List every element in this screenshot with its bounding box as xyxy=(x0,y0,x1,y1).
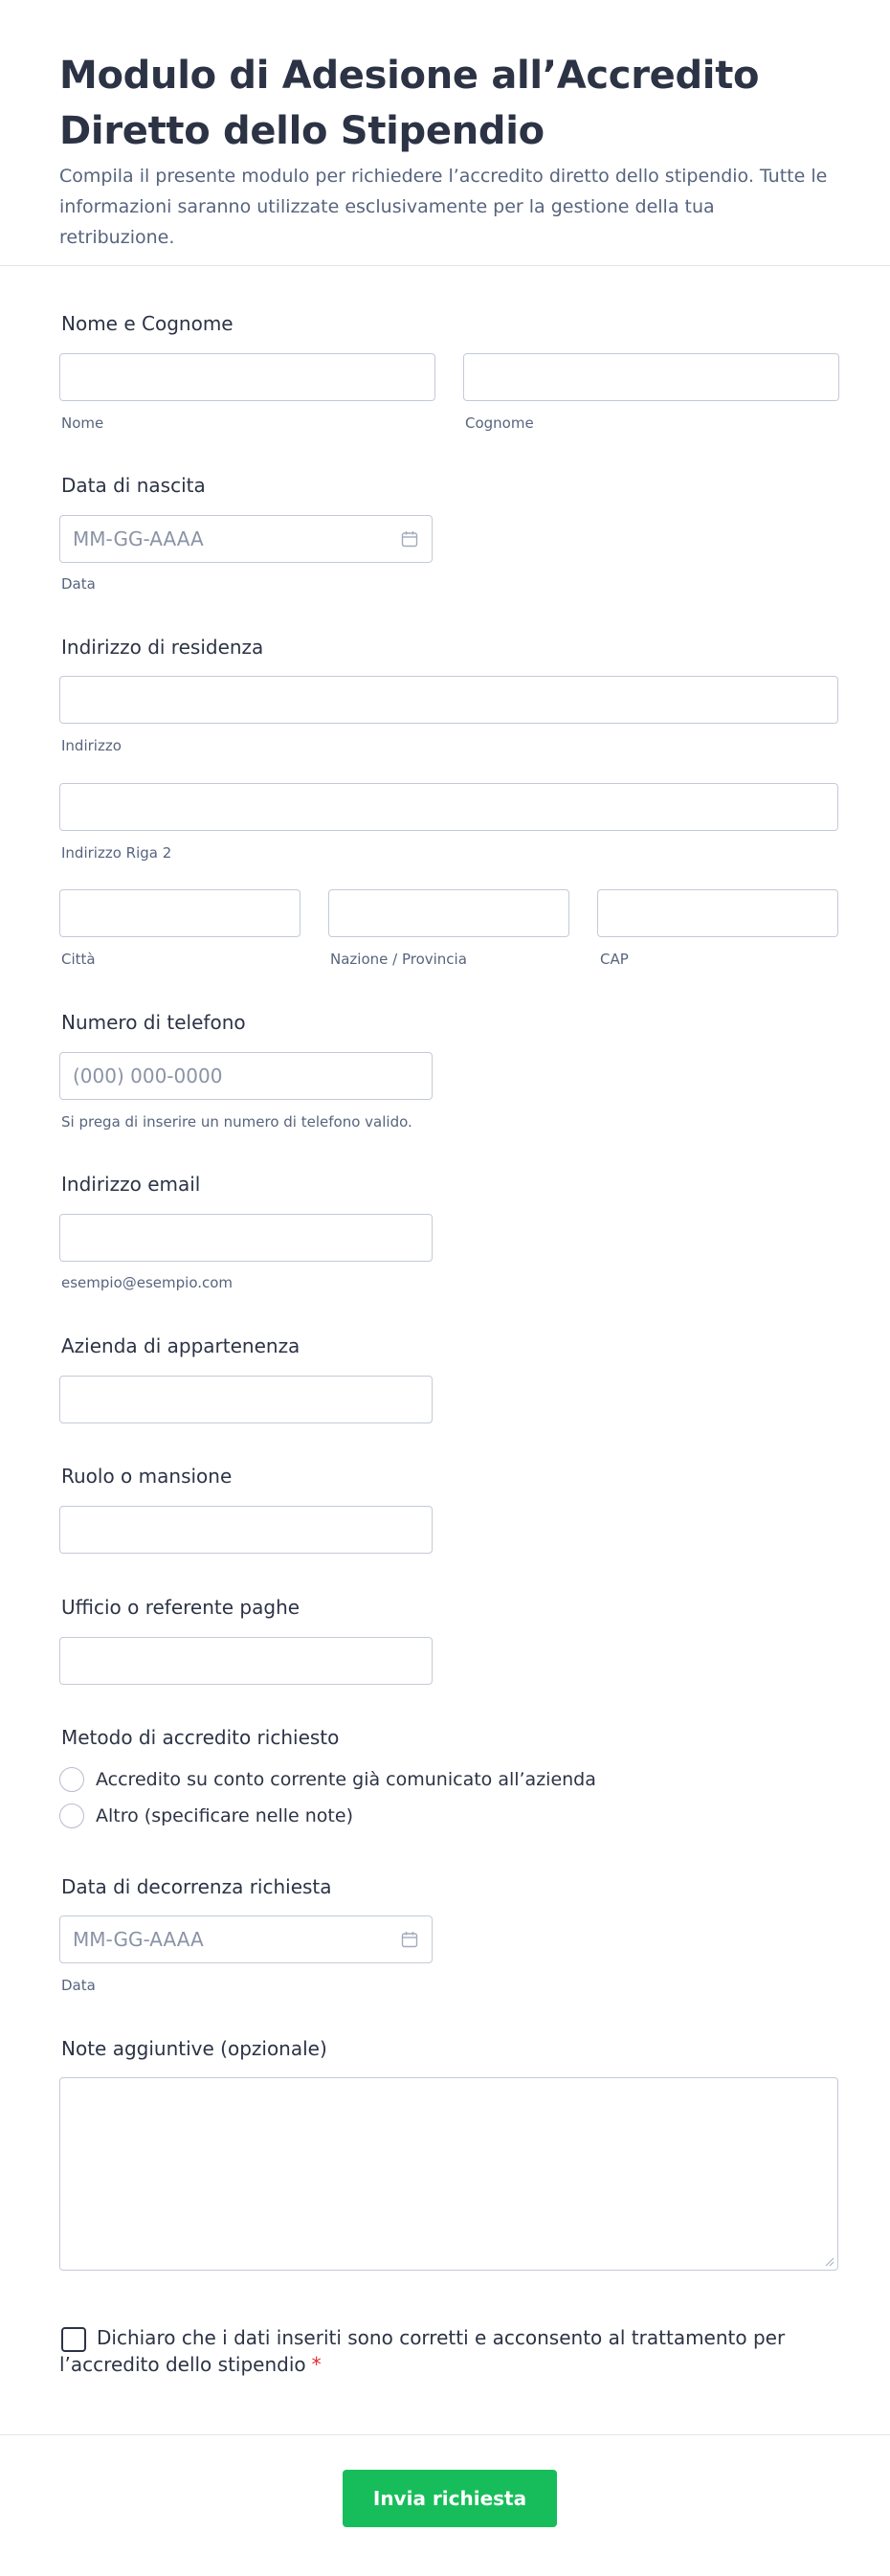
role-input[interactable] xyxy=(59,1506,433,1554)
start-date-sublabel: Data xyxy=(61,1977,96,1994)
birth-date-placeholder: MM-GG-AAAA xyxy=(73,527,204,550)
payroll-label: Ufficio o referente paghe xyxy=(61,1596,300,1619)
method-option-other[interactable] xyxy=(59,1803,353,1828)
state-sublabel: Nazione / Provincia xyxy=(330,951,467,968)
payroll-input[interactable] xyxy=(59,1637,433,1685)
phone-input[interactable] xyxy=(59,1052,433,1100)
form-header xyxy=(0,0,890,266)
required-mark: * xyxy=(311,2353,322,2376)
calendar-icon[interactable] xyxy=(401,1931,418,1948)
address-line2-sublabel: Indirizzo Riga 2 xyxy=(61,844,172,862)
email-input[interactable] xyxy=(59,1214,433,1262)
submit-button[interactable]: Invia richiesta xyxy=(343,2470,557,2527)
radio-button[interactable] xyxy=(59,1767,84,1792)
method-option-account[interactable] xyxy=(59,1767,596,1792)
start-date-input[interactable] xyxy=(59,1915,433,1963)
phone-placeholder: (000) 000-0000 xyxy=(73,1064,223,1087)
company-input[interactable] xyxy=(59,1376,433,1423)
notes-textarea[interactable] xyxy=(59,2077,838,2271)
consent-text xyxy=(59,2324,815,2378)
notes-label: Note aggiuntive (opzionale) xyxy=(61,2037,327,2060)
address-line1-sublabel: Indirizzo xyxy=(61,737,122,754)
address-line2-input[interactable] xyxy=(59,783,838,831)
start-date-placeholder: MM-GG-AAAA xyxy=(73,1928,204,1951)
address-line1-input[interactable] xyxy=(59,676,838,724)
role-label: Ruolo o mansione xyxy=(61,1465,233,1488)
calendar-icon[interactable] xyxy=(401,530,418,548)
zip-input[interactable] xyxy=(597,889,838,937)
page-title: Modulo di Adesione all’Accredito Diretto dello Stipendio xyxy=(59,54,760,153)
birth-date-sublabel: Data xyxy=(61,575,96,593)
resize-handle-icon[interactable] xyxy=(823,2255,834,2267)
address-label: Indirizzo di residenza xyxy=(61,636,264,659)
phone-label: Numero di telefono xyxy=(61,1011,246,1034)
zip-sublabel: CAP xyxy=(600,951,629,968)
city-sublabel: Città xyxy=(61,951,96,968)
birth-date-label: Data di nascita xyxy=(61,474,206,497)
radio-label: Altro (specificare nelle note) xyxy=(96,1805,353,1826)
footer-divider xyxy=(0,2434,890,2435)
last-name-sublabel: Cognome xyxy=(465,414,534,432)
email-label: Indirizzo email xyxy=(61,1173,201,1196)
city-input[interactable] xyxy=(59,889,300,937)
birth-date-input[interactable] xyxy=(59,515,433,563)
page-subtitle: Compila il presente modulo per richiedere l’accredito diretto dello stipendio. Tutte le informazioni saranno utilizzate esclusivamente per la gestione della tua retribuzione. xyxy=(59,166,828,248)
consent-label: Dichiaro che i dati inseriti sono corretti e acconsento al trattamento per l’accredito dello stipendio xyxy=(59,2326,786,2376)
first-name-input[interactable] xyxy=(59,353,435,401)
state-input[interactable] xyxy=(328,889,569,937)
email-sublabel: esempio@esempio.com xyxy=(61,1274,234,1291)
method-label: Metodo di accredito richiesto xyxy=(61,1726,340,1749)
company-label: Azienda di appartenenza xyxy=(61,1334,300,1357)
name-label: Nome e Cognome xyxy=(61,312,234,335)
first-name-sublabel: Nome xyxy=(61,414,104,432)
phone-sublabel: Si prega di inserire un numero di telefono valido. xyxy=(61,1113,412,1131)
last-name-input[interactable] xyxy=(463,353,839,401)
radio-button[interactable] xyxy=(59,1803,84,1828)
start-date-label: Data di decorrenza richiesta xyxy=(61,1875,332,1898)
radio-label: Accredito su conto corrente già comunicato all’azienda xyxy=(96,1769,596,1790)
